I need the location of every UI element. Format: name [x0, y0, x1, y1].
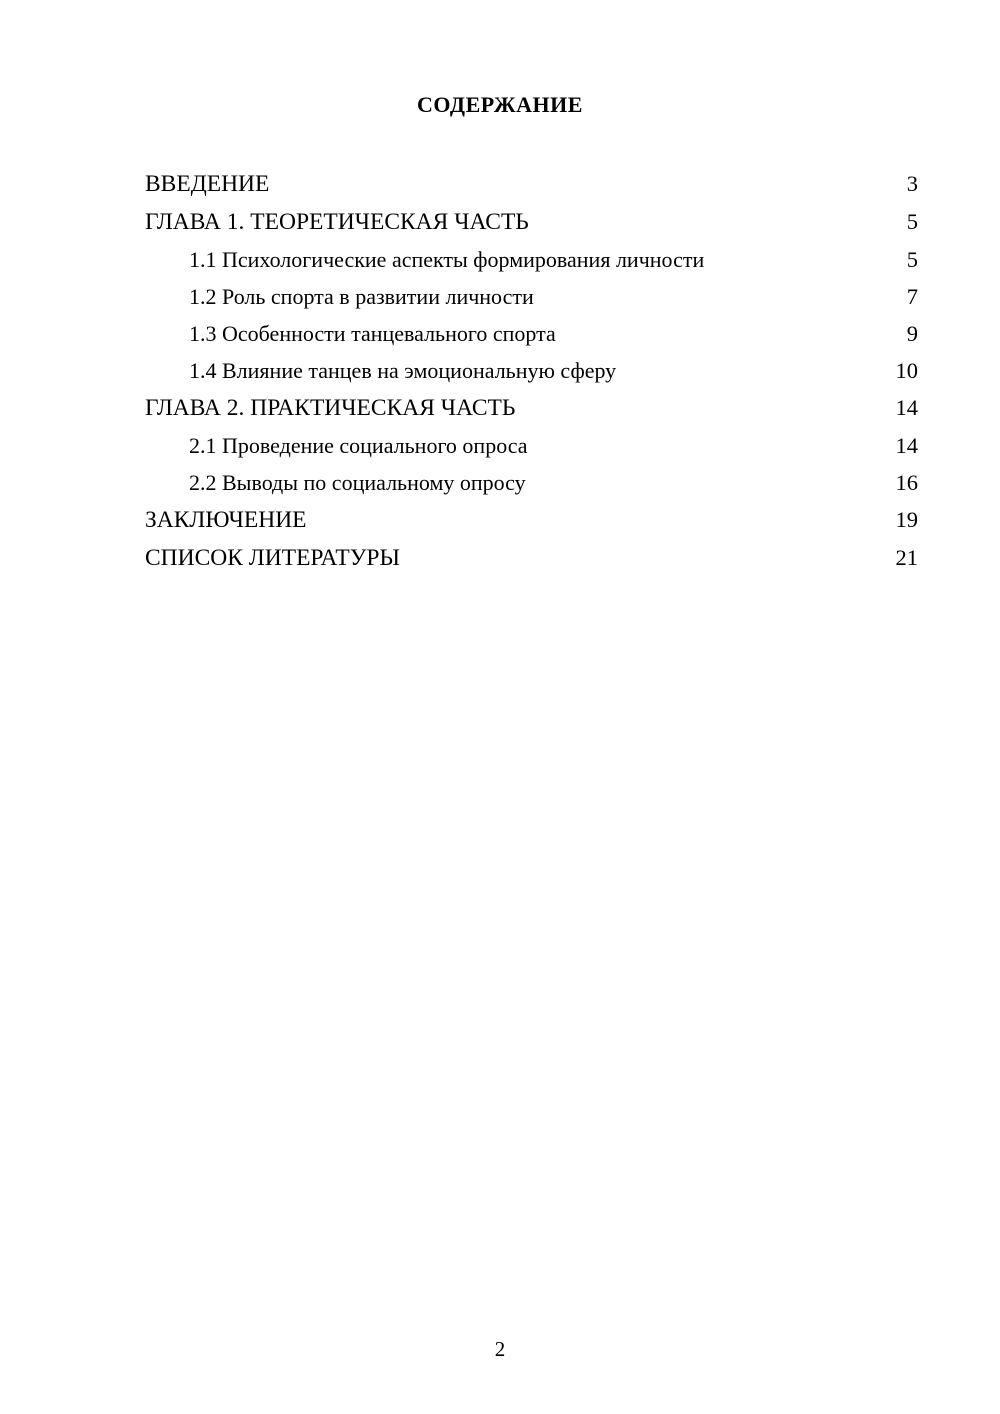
toc-entry-label: 2.1 Проведение социального опроса	[189, 433, 528, 458]
toc-entry-page: 16	[895, 470, 918, 495]
toc-entry[interactable]	[145, 315, 920, 352]
toc-entry-page: 9	[906, 321, 918, 346]
toc-entry[interactable]	[145, 464, 920, 501]
toc-entry[interactable]	[145, 278, 920, 315]
toc-entry[interactable]	[145, 352, 920, 389]
toc-entry-label: 1.1 Психологические аспекты формирования личности	[189, 247, 705, 272]
toc-entry-label: 1.2 Роль спорта в развитии личности	[189, 284, 534, 309]
toc-entry-label: 1.3 Особенности танцевального спорта	[189, 321, 556, 346]
toc-entry-page: 5	[906, 209, 918, 234]
toc-entry-label: 1.4 Влияние танцев на эмоциональную сферу	[189, 358, 617, 383]
toc-entry-label: СПИСОК ЛИТЕРАТУРЫ	[145, 545, 400, 571]
toc-entry[interactable]	[145, 389, 920, 427]
toc-entry[interactable]	[145, 539, 920, 577]
toc-entry[interactable]	[145, 241, 920, 278]
toc-entry-page: 14	[895, 433, 918, 458]
toc-entry-label: ЗАКЛЮЧЕНИЕ	[145, 507, 307, 533]
toc-entry[interactable]	[145, 427, 920, 464]
page-number: 2	[494, 1337, 506, 1361]
toc-entry-page: 10	[895, 358, 918, 383]
toc-entry[interactable]	[145, 203, 920, 241]
toc-entry-page: 5	[906, 247, 918, 272]
toc-entry[interactable]	[145, 501, 920, 539]
table-of-contents	[145, 165, 920, 577]
page-title: СОДЕРЖАНИЕ	[417, 92, 583, 117]
toc-entry-label: ГЛАВА 1. ТЕОРЕТИЧЕСКАЯ ЧАСТЬ	[145, 209, 529, 235]
toc-entry-label: ГЛАВА 2. ПРАКТИЧЕСКАЯ ЧАСТЬ	[145, 395, 516, 421]
toc-entry-page: 14	[895, 395, 918, 420]
toc-entry-page: 3	[906, 171, 918, 196]
toc-entry-page: 19	[895, 507, 918, 532]
toc-entry-page: 21	[895, 545, 918, 570]
toc-entry[interactable]	[145, 165, 920, 203]
toc-entry-page: 7	[906, 284, 918, 309]
toc-entry-label: 2.2 Выводы по социальному опросу	[189, 470, 526, 495]
toc-entry-label: ВВЕДЕНИЕ	[145, 171, 270, 197]
